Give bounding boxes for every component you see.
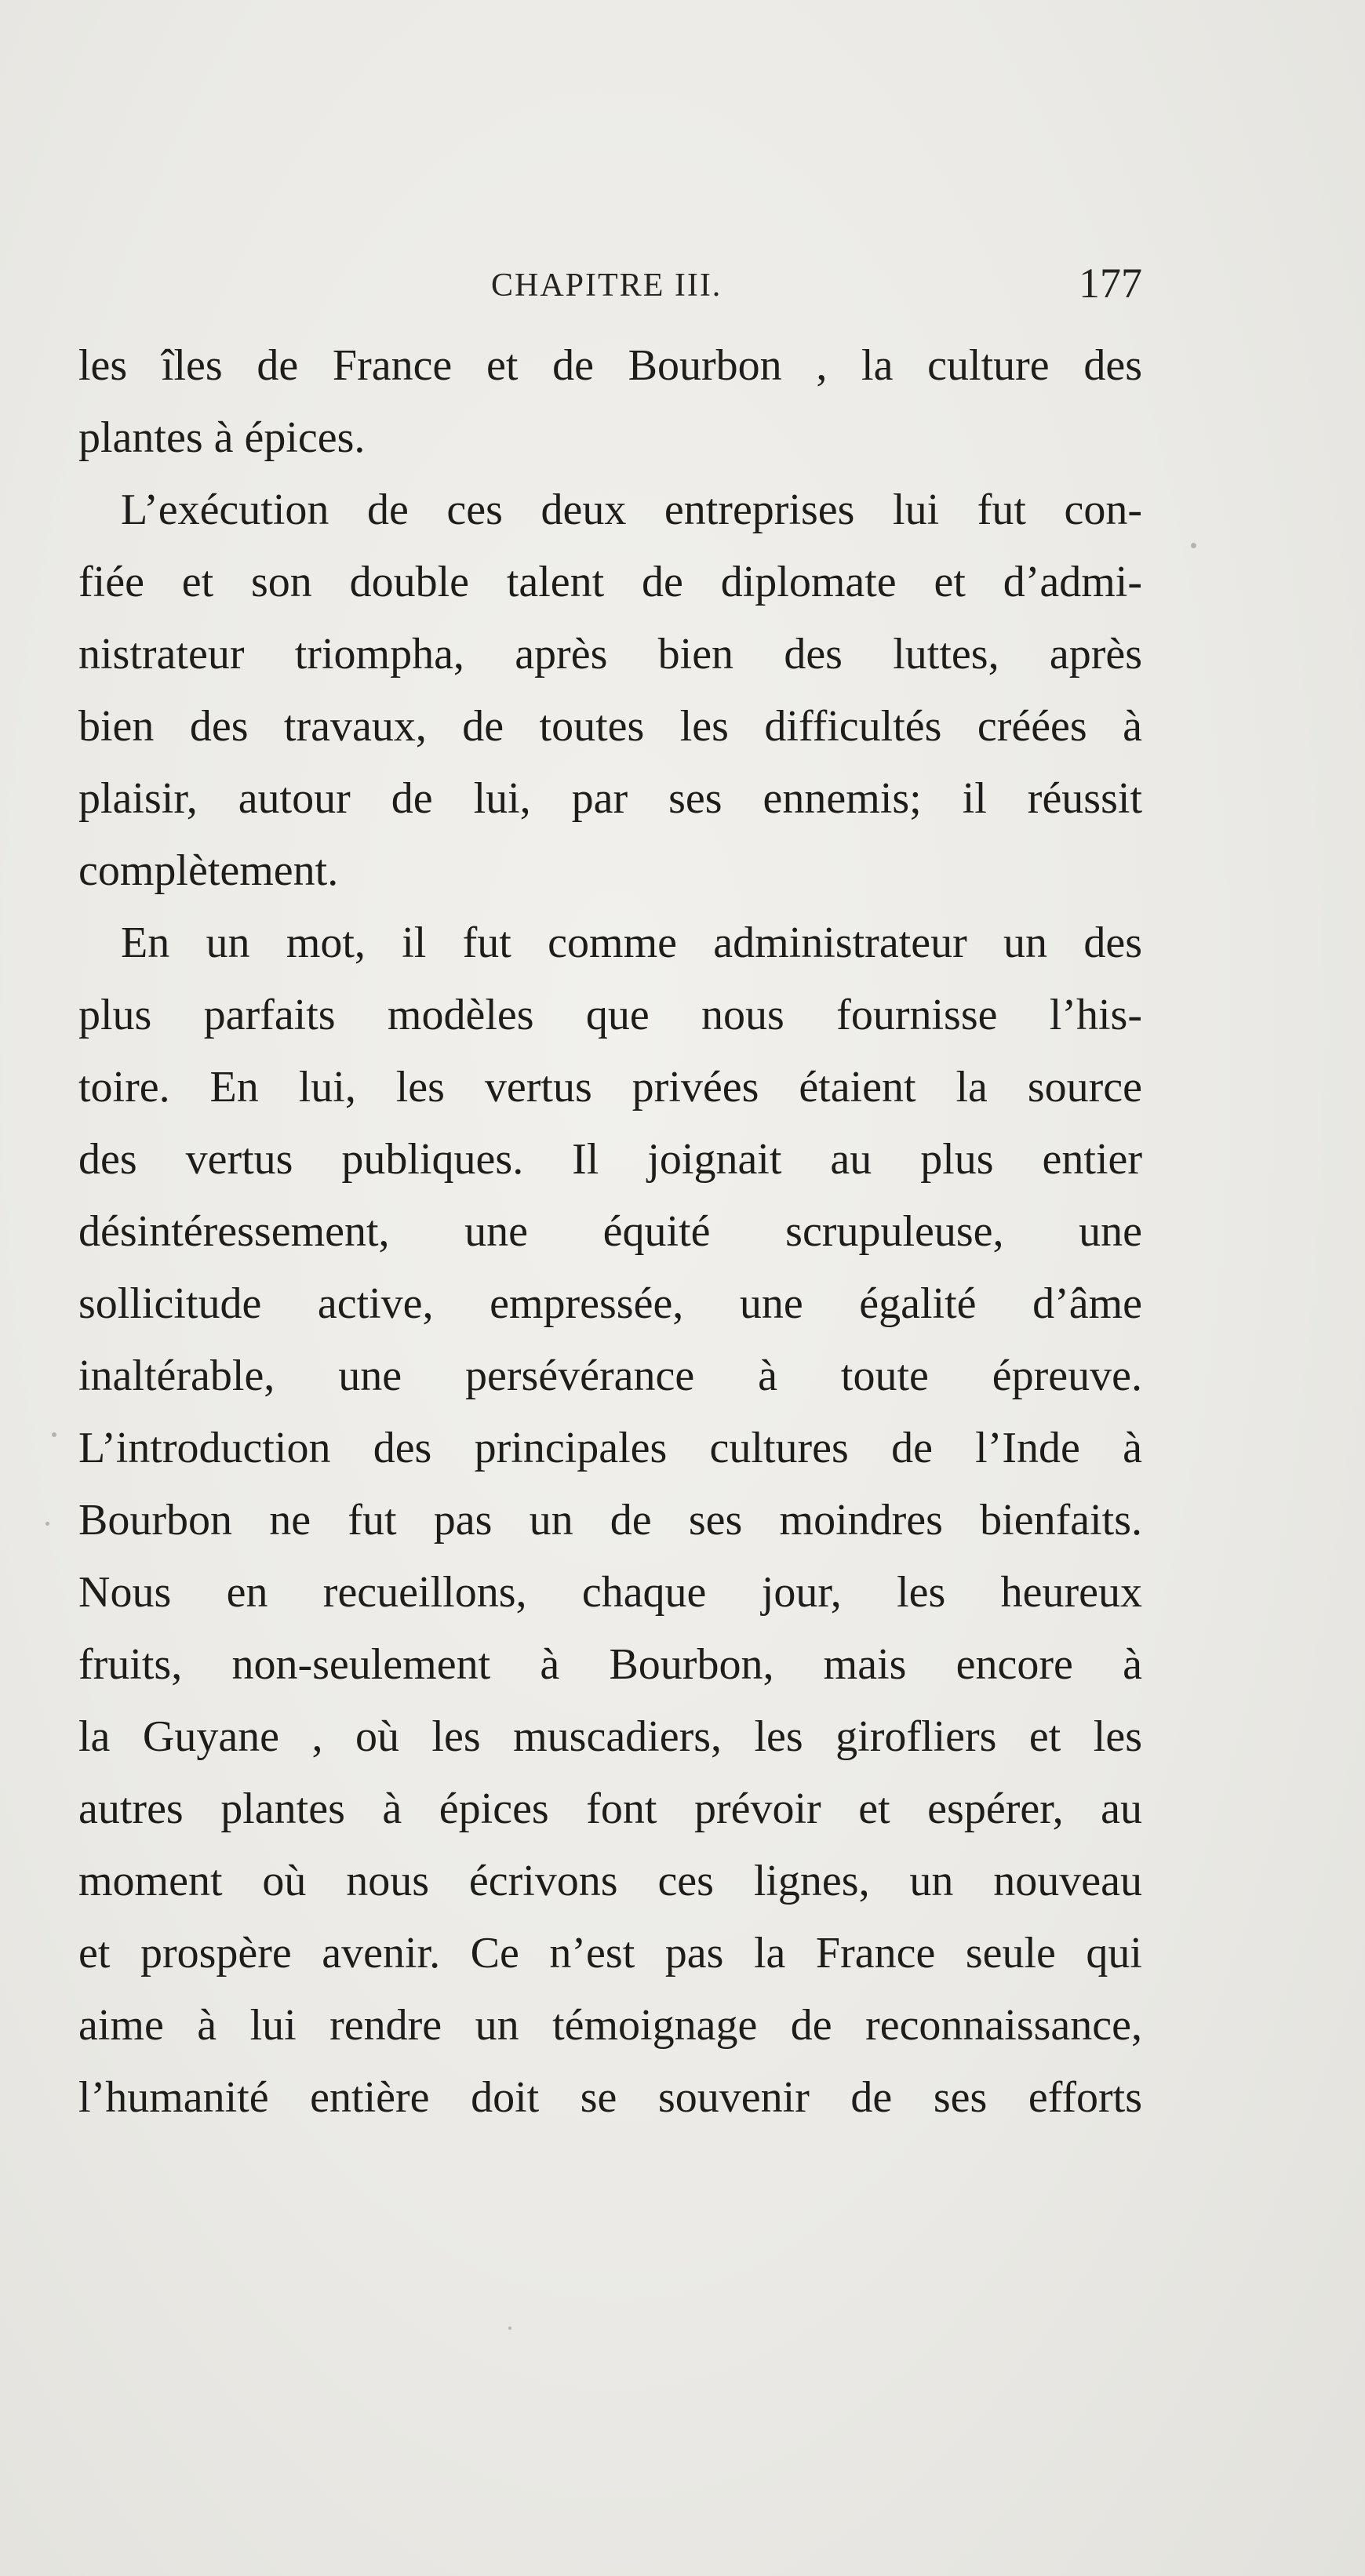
text-line: bien des travaux, de toutes les difficultés créées à [78, 702, 1142, 751]
page-number: 177 [1079, 260, 1142, 307]
paper-speck [52, 1432, 56, 1437]
text-line: autres plantes à épices font prévoir et espérer, au [78, 1785, 1142, 1833]
paper-speck [1191, 543, 1196, 548]
page-header [78, 253, 1142, 315]
text-line: En un mot, il fut comme administrateur un des [121, 919, 1142, 967]
text-line: inaltérable, une persévérance à toute épreuve. [78, 1352, 1142, 1400]
paper-speck [46, 1522, 49, 1526]
body-text [78, 329, 1142, 2134]
text-line: Nous en recueillons, chaque jour, les heureux [78, 1568, 1142, 1617]
text-line: plus parfaits modèles que nous fournisse l’his- [78, 991, 1142, 1039]
paper-speck [508, 2327, 511, 2330]
text-line: la Guyane , où les muscadiers, les girofliers et les [78, 1712, 1142, 1761]
text-line: des vertus publiques. Il joignait au plus entier [78, 1135, 1142, 1184]
text-line: nistrateur triompha, après bien des luttes, après [78, 630, 1142, 679]
text-line: moment où nous écrivons ces lignes, un nouveau [78, 1857, 1142, 1905]
running-head: CHAPITRE III. [491, 267, 723, 304]
text-line: l’humanité entière doit se souvenir de ses efforts [78, 2073, 1142, 2122]
text-line: plaisir, autour de lui, par ses ennemis; il réussit [78, 774, 1142, 823]
text-line: L’introduction des principales cultures de l’Inde à [78, 1424, 1142, 1472]
text-line: sollicitude active, empressée, une égalité d’âme [78, 1279, 1142, 1328]
text-line: toire. En lui, les vertus privées étaient la source [78, 1063, 1142, 1112]
text-line: fiée et son double talent de diplomate et d’admi- [78, 558, 1142, 606]
text-line: fruits, non-seulement à Bourbon, mais encore à [78, 1640, 1142, 1689]
text-line: désintéressement, une équité scrupuleuse, une [78, 1207, 1142, 1256]
text-line: les îles de France et de Bourbon , la culture des [78, 341, 1142, 390]
text-line: L’exécution de ces deux entreprises lui fut con- [121, 486, 1142, 534]
text-line: aime à lui rendre un témoignage de reconnaissance, [78, 2001, 1142, 2050]
text-line: et prospère avenir. Ce n’est pas la France seule qui [78, 1929, 1142, 1977]
text-line: complètement. [78, 846, 339, 895]
text-line: Bourbon ne fut pas un de ses moindres bienfaits. [78, 1496, 1142, 1545]
text-line: plantes à épices. [78, 413, 366, 462]
